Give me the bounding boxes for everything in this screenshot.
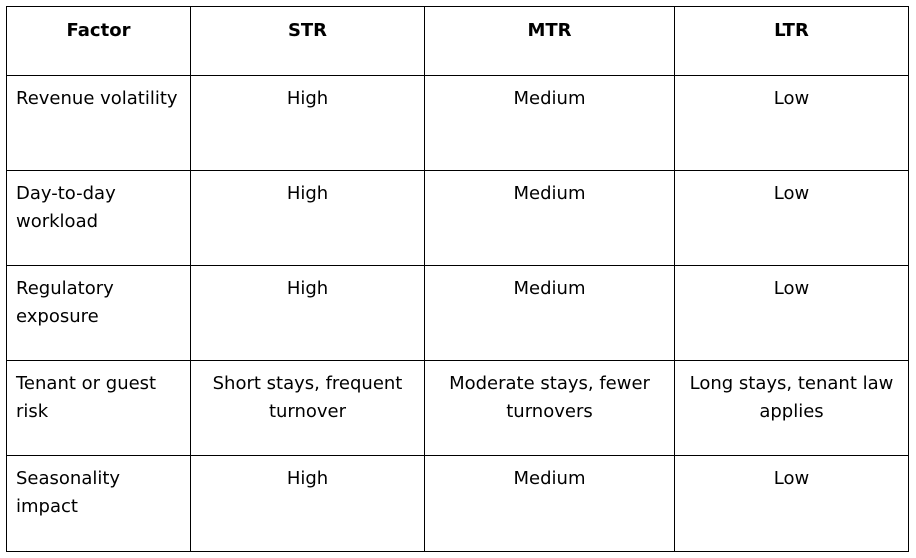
cell-ltr: Low <box>675 266 909 361</box>
cell-mtr: Medium <box>425 266 675 361</box>
cell-factor: Revenue volatility <box>7 76 191 171</box>
cell-mtr: Medium <box>425 456 675 552</box>
cell-str: Short stays, frequent turnover <box>191 361 425 456</box>
cell-mtr: Medium <box>425 171 675 266</box>
cell-ltr: Low <box>675 171 909 266</box>
cell-str: High <box>191 76 425 171</box>
cell-mtr: Moderate stays, fewer turnovers <box>425 361 675 456</box>
header-ltr: LTR <box>675 7 909 76</box>
table-row <box>7 171 909 266</box>
cell-factor: Tenant or guest risk <box>7 361 191 456</box>
cell-ltr: Low <box>675 456 909 552</box>
header-row <box>7 7 909 76</box>
table-row <box>7 76 909 171</box>
cell-ltr: Long stays, tenant law applies <box>675 361 909 456</box>
cell-str: High <box>191 456 425 552</box>
comparison-table <box>6 6 909 552</box>
cell-factor: Regulatory exposure <box>7 266 191 361</box>
cell-factor: Day-to-day workload <box>7 171 191 266</box>
table-row <box>7 266 909 361</box>
cell-factor: Seasonality impact <box>7 456 191 552</box>
table-row <box>7 361 909 456</box>
cell-mtr: Medium <box>425 76 675 171</box>
header-str: STR <box>191 7 425 76</box>
cell-str: High <box>191 171 425 266</box>
cell-str: High <box>191 266 425 361</box>
table-row <box>7 456 909 552</box>
header-mtr: MTR <box>425 7 675 76</box>
header-factor: Factor <box>7 7 191 76</box>
cell-ltr: Low <box>675 76 909 171</box>
